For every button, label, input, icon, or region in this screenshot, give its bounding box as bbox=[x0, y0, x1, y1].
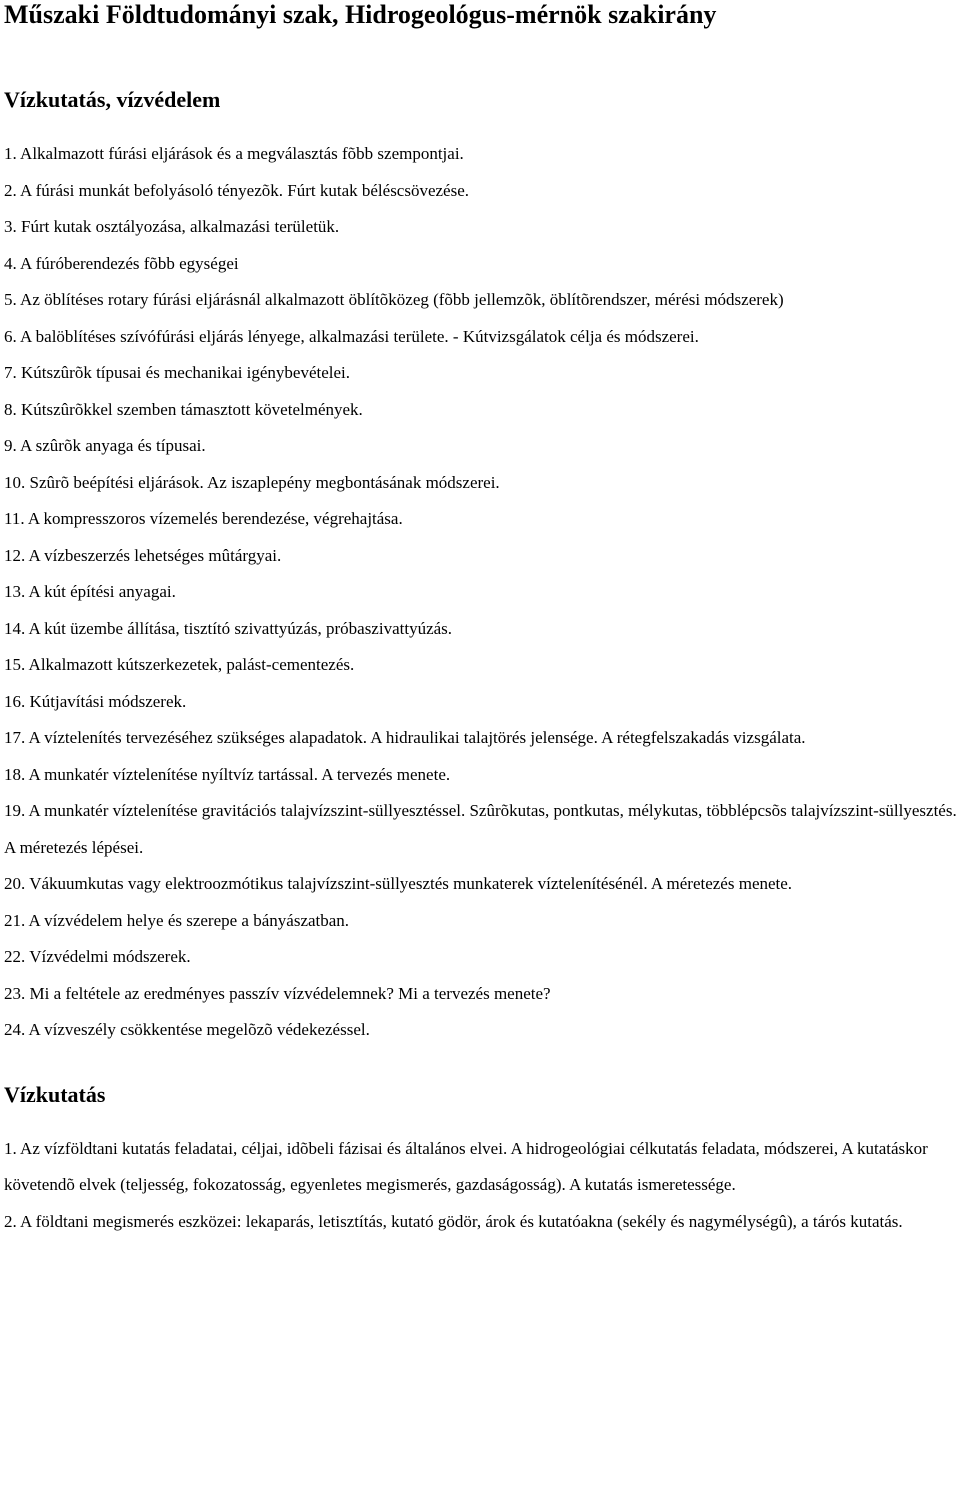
list-item: 14. A kút üzembe állítása, tisztító szivattyúzás, próbaszivattyúzás. bbox=[4, 618, 453, 638]
list-item: 18. A munkatér víztelenítése nyíltvíz tartással. A tervezés menete. bbox=[4, 764, 451, 784]
topic-list-vizkutatas bbox=[4, 1131, 960, 1241]
list-item: 12. A vízbeszerzés lehetséges mûtárgyai. bbox=[4, 545, 282, 565]
list-item: 4. A fúróberendezés fõbb egységei bbox=[4, 253, 239, 273]
list-item: 13. A kút építési anyagai. bbox=[4, 582, 176, 601]
document-title: Műszaki Földtudományi szak, Hidrogeológus-mérnök szakirány bbox=[4, 0, 717, 29]
list-item: 3. Fúrt kutak osztályozása, alkalmazási területük. bbox=[4, 217, 340, 236]
list-item: 8. Kútszûrõkkel szemben támasztott követelmények. bbox=[4, 399, 363, 419]
list-item: 16. Kútjavítási módszerek. bbox=[4, 691, 187, 711]
list-item: 20. Vákuumkutas vagy elektroozmótikus talajvízszint-süllyesztés munkaterek víztelenítésénél. A méretezés menete. bbox=[4, 874, 793, 893]
list-item: 15. Alkalmazott kútszerkezetek, palást-cementezés. bbox=[4, 655, 355, 674]
list-item: 1. Az vízföldtani kutatás feladatai, céljai, idõbeli fázisai és általános elvei. A hidrogeológiai célkutatás feladata, módszerei, A kutatáskor követendõ elvek (teljesség, fokozatosság, egyenletes megismerés, gazdaságosság). A kutatás ismeretessége. bbox=[4, 1138, 928, 1194]
section-heading-vizkutatas-vizvedelem: Vízkutatás, vízvédelem bbox=[4, 87, 221, 112]
topic-list-vizkutatas-vizvedelem bbox=[4, 136, 960, 1049]
document-page bbox=[4, 0, 960, 1240]
list-item: 9. A szûrõk anyaga és típusai. bbox=[4, 436, 206, 455]
list-item: 11. A kompresszoros vízemelés berendezése, végrehajtása. bbox=[4, 509, 403, 528]
list-item: 10. Szûrõ beépítési eljárások. Az iszaplepény megbontásának módszerei. bbox=[4, 472, 500, 492]
list-item: 1. Alkalmazott fúrási eljárások és a megválasztás fõbb szempontjai. bbox=[4, 144, 464, 163]
list-item: 22. Vízvédelmi módszerek. bbox=[4, 947, 191, 966]
list-item: 24. A vízveszély csökkentése megelõzõ védekezéssel. bbox=[4, 1020, 370, 1039]
list-item: 21. A vízvédelem helye és szerepe a bányászatban. bbox=[4, 910, 350, 930]
list-item: 7. Kútszûrõk típusai és mechanikai igénybevételei. bbox=[4, 363, 351, 382]
list-item: 2. A fúrási munkát befolyásoló tényezõk. Fúrt kutak béléscsövezése. bbox=[4, 180, 470, 200]
list-item: 6. A balöblítéses szívófúrási eljárás lényege, alkalmazási területe. - Kútvizsgálatok célja és módszerei. bbox=[4, 326, 699, 346]
section-heading-vizkutatas: Vízkutatás bbox=[4, 1081, 106, 1107]
list-item: 5. Az öblítéses rotary fúrási eljárásnál alkalmazott öblítõközeg (fõbb jellemzõk, öblítõrendszer, mérési módszerek) bbox=[4, 290, 784, 309]
list-item: 23. Mi a feltétele az eredményes passzív vízvédelemnek? Mi a tervezés menete? bbox=[4, 983, 551, 1003]
list-item: 2. A földtani megismerés eszközei: lekaparás, letisztítás, kutató gödör, árok és kutatóakna (sekély és nagymélységû), a tárós kutatás. bbox=[4, 1211, 903, 1231]
list-item: 17. A víztelenítés tervezéséhez szükséges alapadatok. A hidraulikai talajtörés jelensége. A rétegfelszakadás vizsgálata. bbox=[4, 728, 806, 747]
list-item: 19. A munkatér víztelenítése gravitációs talajvízszint-süllyesztéssel. Szûrõkutas, pontkutas, mélykutas, többlépcsõs talajvízszint-süllyesztés. A méretezés lépései. bbox=[4, 801, 957, 857]
